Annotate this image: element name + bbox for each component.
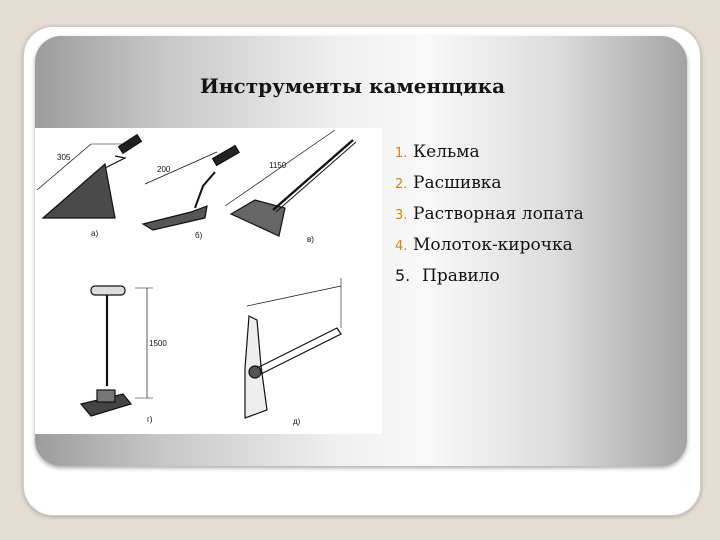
slide-title: Инструменты каменщика	[200, 74, 506, 98]
list-label: Растворная лопата	[413, 204, 584, 224]
list-label: Правило	[422, 266, 500, 286]
plumb-drawing	[81, 286, 153, 416]
dim-d: 1500	[149, 339, 167, 348]
dim-c: 1150	[269, 161, 287, 170]
mortar-shovel-drawing	[225, 130, 356, 236]
list-number: 2.	[395, 177, 408, 192]
jointer-drawing	[143, 146, 239, 230]
list-number: 4.	[395, 239, 408, 254]
caption-e: д)	[293, 417, 301, 426]
list-label: Расшивка	[413, 173, 502, 193]
list-label: Кельма	[413, 142, 480, 162]
tools-illustration	[35, 128, 382, 434]
caption-d: г)	[147, 415, 153, 424]
list-item	[395, 204, 584, 235]
list-item	[395, 173, 584, 204]
caption-b: б)	[195, 231, 203, 240]
list-item	[395, 142, 584, 173]
list-item	[395, 235, 584, 266]
dim-a: 305	[57, 153, 71, 162]
list-number: 1.	[395, 146, 408, 161]
list-label: Молоток-кирочка	[413, 235, 573, 255]
pick-hammer-drawing	[245, 278, 341, 418]
caption-c: в)	[307, 235, 314, 244]
list-number: 3.	[395, 208, 408, 223]
trowel-drawing	[37, 135, 141, 218]
list-number: 5.	[395, 266, 411, 285]
dim-b: 200	[157, 165, 171, 174]
caption-a: а)	[91, 229, 99, 238]
list-item	[395, 266, 584, 297]
tool-list	[395, 142, 584, 297]
